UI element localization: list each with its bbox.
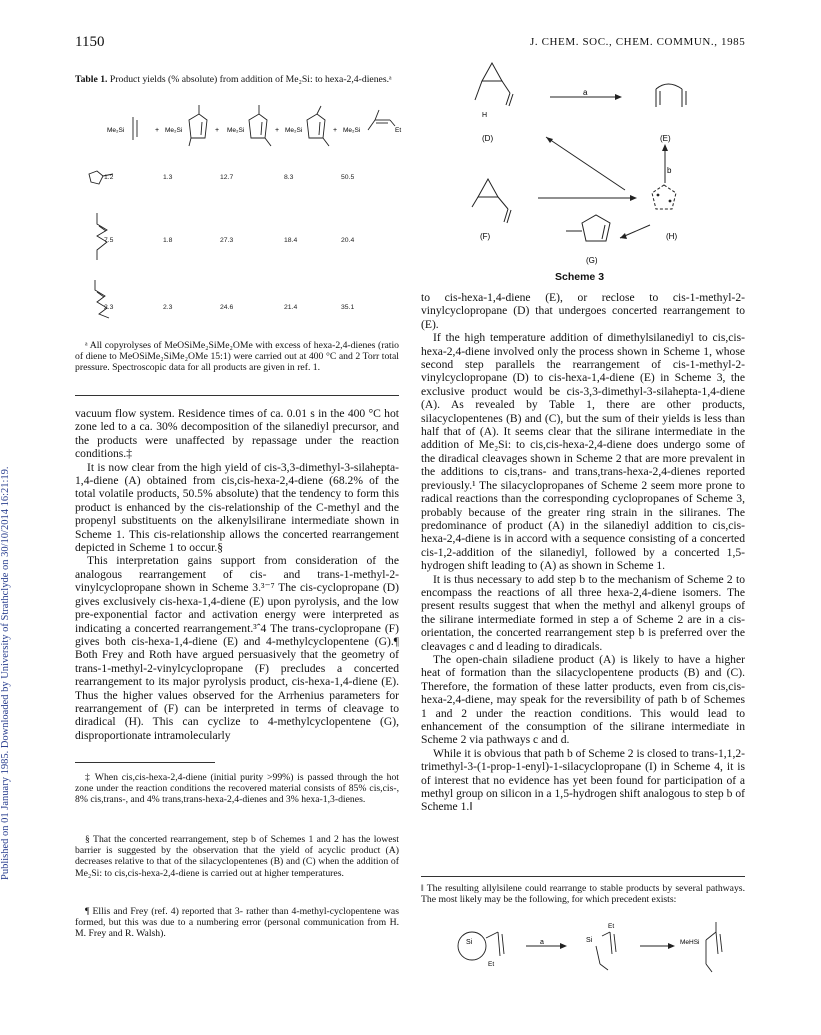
footnote-rule [75, 762, 215, 763]
compound-e-structure [656, 84, 686, 143]
arrowhead-icon [615, 94, 622, 100]
product-e-structure [343, 110, 401, 134]
diene-structures [85, 168, 125, 323]
si-label: Si [466, 939, 473, 946]
h-label: H [482, 112, 488, 119]
page-number: 1150 [75, 34, 105, 50]
paragraph: The open-chain siladiene product (A) is likely to have a higher heat of formation than the silacyclopentene products (B) and (C). Therefore, the formation of these latter products, even from cis,cis-hexa-2,4-diene, may speak for the reversibility of path b of Schemes 1 and 2 under the reaction conditions. This would lead to enhancement of the consumption of the silirane intermediate in Scheme 2 via pathways c and d. [421, 652, 745, 747]
product-c-label: Me₂Si [227, 127, 245, 134]
paragraph: It is now clear from the high yield of cis-3,3-dimethyl-3-silahepta-1,4-diene (A) obtained from cis,cis-hexa-2,4-diene (68.2% of the total volatile products, 50.5% absolute) that the tendency to form this product is enhanced by the cis-relationship of the C-methyl and the propenyl substituents on the alkenylsilirane intermediate shown in Scheme 1. This cis-relationship allows the concerted rearrangement depicted in Scheme 1 to occur.§ [75, 460, 399, 555]
product-b-label: Me₂Si [165, 127, 183, 134]
table-rule [75, 395, 399, 396]
compound-d-label: (D) [482, 134, 494, 143]
table-cell: 1.8 [163, 237, 173, 244]
product-d-label: Me₂Si [285, 127, 303, 134]
product-c-structure [227, 105, 271, 146]
product-a-label: Me₂Si [107, 127, 125, 134]
paragraph: It is thus necessary to add step b to the mechanism of Scheme 2 to encompass the reactions of all three hexa-2,4-diene isomers. The present results suggest that when the methyl and alkenyl groups of the silirane intermediate formed in step a of Scheme 2 are in a cis-orientation, the concerted rearrangement step b is preferred over the cleavages c and d leading to diradicals. [421, 572, 745, 653]
table-cell: 24.6 [220, 304, 234, 311]
table-label: Table 1. [75, 74, 108, 85]
compound-f-label: (F) [480, 232, 491, 241]
table-cell: 12.7 [220, 174, 234, 181]
methylhydrosilyl-product-structure [680, 922, 722, 972]
silirane-structure [458, 932, 504, 968]
paragraph: While it is obvious that path b of Scheme 2 is closed to trans-1,1,2-trimethyl-3-(1-prop-1-enyl)-1-silacyclopropane (I) in Scheme 4, it is of interest that no evidence has yet been found for participation of a methyl group on silicon in a 1,5-hydrogen shift analogous to step b of Scheme 1.‖ [421, 746, 746, 814]
trans-trans-diene-structure [95, 280, 109, 318]
left-column-body [75, 407, 399, 742]
arrowhead-icon [630, 195, 637, 201]
scheme-caption: Scheme 3 [555, 271, 605, 283]
product-a-structure [107, 117, 137, 140]
paragraph: to cis-hexa-1,4-diene (E), or reclose to cis-1-methyl-2-vinylcyclopropane (D) that undergoes concerted rearrangement to (E). [421, 291, 745, 331]
table-cell: 2.3 [163, 304, 173, 311]
arrowhead-icon [662, 144, 668, 151]
table-cell: 21.4 [284, 304, 298, 311]
table-cell: 2.3 [104, 304, 114, 311]
arrowhead-icon [668, 943, 675, 949]
product-structures [75, 102, 405, 154]
arrowhead-icon [546, 137, 553, 143]
compound-g-structure [566, 215, 610, 265]
table-caption [75, 74, 395, 86]
footnote-pilcrow: ¶ Ellis and Frey (ref. 4) reported that 3- rather than 4-methyl-cyclopentene was formed, but this was due to a numbering error (personal communication from H. M. Frey and R. Walsh). [75, 906, 399, 940]
compound-d-structure [475, 63, 513, 143]
paragraph: vacuum flow system. Residence times of ca. 0.01 s in the 400 °C hot zone led to a ca. 30% decomposition of the silanediyl precursor, and the products were unaffected by repassage under the reaction conditions.‡ [75, 407, 399, 461]
table-cell: 7.5 [104, 237, 114, 244]
table-cell: 20.4 [341, 237, 355, 244]
table-footnote: ᵃ All copyrolyses of MeOSiMe₂SiMe₂OMe with excess of hexa-2,4-dienes (ratio of diene to MeOSiMe₂SiMe₂OMe 15:1) were carried out at 400 °C and 2 Torr total pressure. Spectroscopic data for all products are given in ref. 1. [75, 340, 399, 374]
paragraph: This interpretation gains support from consideration of the analogous rearrangement of cis- and trans-1-methyl-2-vinylcyclopropane shown in Scheme 3.³⁻⁷ The cis-cyclopropane (D) gives exclusively cis-hexa-1,4-diene (E) upon pyrolysis, and the low pre-exponential factor and activation energy were interpreted as indicating a concerted rearrangement.³ˆ4 The trans-cyclopropane (F) gives both cis-hexa-1,4-diene (E) and 4-methylcyclopentene (G).¶ Both Frey and Roth have argued persuasively that the geometry of trans-1-methyl-2-vinylcyclopropane (F) precludes a concerted rearrangement to its major pyrolysis product, cis-hexa-1,4-diene (E). Thus the higher values observed for the Arrhenius parameters for rearrangement of (F) can be interpreted in terms of cleavage to diradical (H). This can cyclize to 4-methylcyclopentene (G), disproportionate intramolecularly [75, 554, 399, 742]
arrow-label-b: b [667, 166, 672, 175]
table-cell: 35.1 [341, 304, 355, 311]
et-label: Et [488, 961, 495, 968]
table-cell: 50.5 [341, 174, 355, 181]
scheme-3-diagram [420, 55, 740, 285]
compound-f-structure [472, 179, 511, 241]
mehsi-label: MeHSi [680, 939, 700, 946]
arrowhead-icon [560, 943, 567, 949]
right-column-body [421, 291, 745, 814]
footnote-rule [421, 876, 745, 877]
arrow-label: a [583, 88, 588, 97]
product-b-structure [165, 105, 207, 146]
footnote-section: § That the concerted rearrangement, step b of Schemes 1 and 2 has the lowest barrier is suggested by the observation that the yield of acyclic product (A) decreases relative to that of the silacyclopentenes (B) and (C) when the addition of Me₂Si: to cis,cis-hexa-2,4-diene is carried out at higher temperatures. [75, 834, 399, 879]
arrow-h-to-d [546, 137, 625, 190]
compound-h-structure [652, 185, 677, 241]
table-cell: 1.3 [163, 174, 173, 181]
plus-sign: + [155, 127, 160, 134]
plus-sign: + [215, 127, 220, 134]
allylsilene-structure [586, 923, 616, 970]
table-cell: 8.3 [284, 174, 294, 181]
footnote-double-bar: ‖ The resulting allylsilene could rearrange to stable products by several pathways. The most likely may be the following, for which precedent exists: [421, 883, 745, 906]
product-d-structure [285, 106, 329, 146]
table-cell: 27.3 [220, 237, 234, 244]
compound-e-label: (E) [660, 134, 671, 143]
publication-sidebar: Published on 01 January 1985. Downloaded by University of Strathclyde on 30/10/2014 16:21:19. [0, 466, 11, 880]
compound-h-label: (H) [666, 232, 678, 241]
compound-g-label: (G) [586, 256, 598, 265]
ethyl-label: Et [395, 127, 402, 134]
table-cell: 18.4 [284, 237, 298, 244]
allylsilene-scheme [440, 918, 740, 988]
et-label: Et [608, 923, 615, 930]
footnote-double-dagger: ‡ When cis,cis-hexa-2,4-diene (initial purity >99%) is passed through the hot zone under the reaction conditions the recovered material consists of 85% cis,cis-, 8% cis,trans-, and 4% trans,trans-hexa-2,4-dienes and 3% hexa-1,3-dienes. [75, 772, 399, 806]
product-e-label: Me₂Si [343, 127, 361, 134]
table-cell: 1.2 [104, 174, 114, 181]
plus-sign: + [333, 127, 338, 134]
si-label: Si [586, 937, 593, 944]
arrowhead-icon [620, 233, 627, 239]
plus-sign: + [275, 127, 280, 134]
journal-header: J. CHEM. SOC., CHEM. COMMUN., 1985 [530, 36, 746, 48]
table-caption-text: Product yields (% absolute) from addition of Me₂Si: to hexa-2,4-dienes.ᵃ [109, 74, 392, 85]
arrow-label: a [540, 939, 544, 946]
paragraph: If the high temperature addition of dimethylsilanediyl to cis,cis-hexa-2,4-diene involved only the process shown in Scheme 1, whose second step parallels the rearrangement of cis-1-methyl-2-vinylcyclopropane (D) to cis-hexa-1,4-diene (E) in Scheme 3, the exclusive product would be cis-3,3-dimethyl-3-silahepta-1,4-diene (A). As revealed by Table 1, there are other products, silacyclopentenes (B) and (C), but the sum of their yields is less than half that of (A). It seems clear that the silirane intermediate in the addition of Me₂Si: to cis,cis-hexa-2,4-diene does undergo some of the diradical cleavages shown in Scheme 2 that are more prevalent in the additions to cis,trans- and trans,trans-hexa-2,4-dienes reported previously.¹ The silacyclopropanes of Scheme 2 seem more prone to radical reactions than the corresponding cyclopropanes of Scheme 3, probably because of the greater ring strain in the siliranes. The predominance of product (A) in the silanediyl addition to cis,cis-hexa-2,4-diene is in accord with a sequence consisting of a concerted cis-1,2-addition of the silanediyl, followed by a concerted 1,5-hydrogen shift leading to (A) as shown in Scheme 1. [421, 331, 745, 573]
